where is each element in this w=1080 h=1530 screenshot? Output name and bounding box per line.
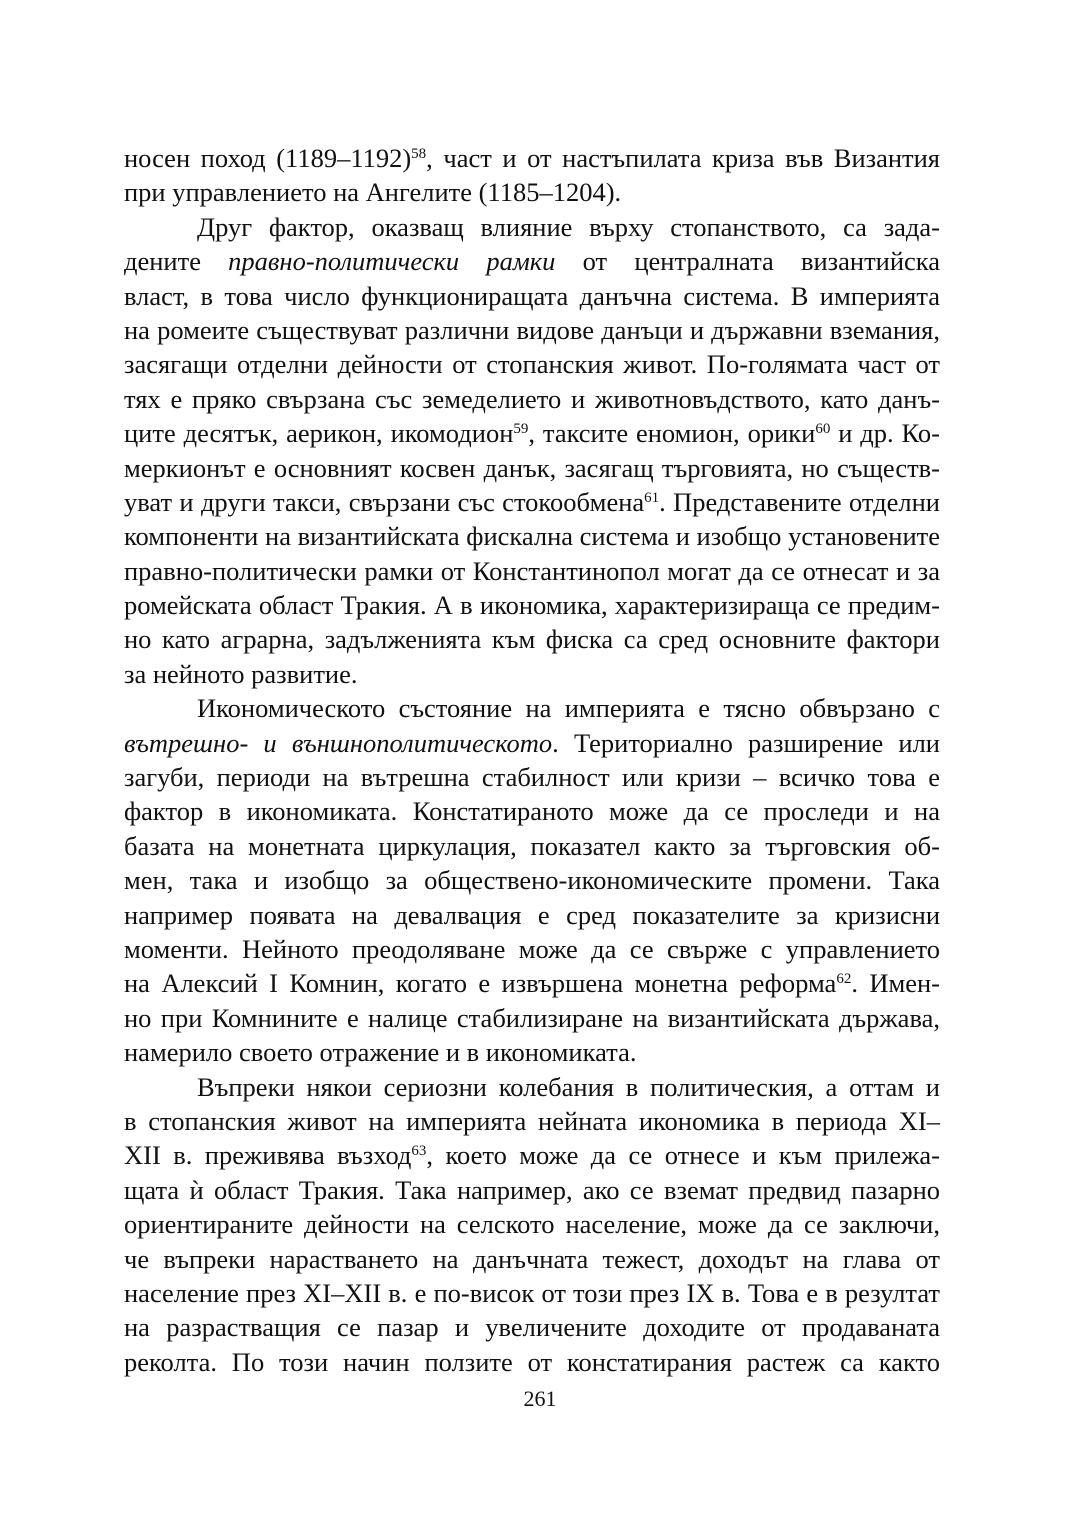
footnote-ref: 58 xyxy=(411,146,427,162)
line-text: власт, в това число функциониращата данъчна система. В империята xyxy=(124,280,940,311)
line-text: население през XI–XII в. е по-висок от този през IX в. Това е в резултат xyxy=(124,1277,940,1308)
line-text-cont: , част и от настъпилата криза във Византия xyxy=(426,143,940,173)
text-line xyxy=(124,416,940,450)
text-line xyxy=(124,519,940,553)
line-text: например появата на девалвация е сред показателите за кризисни xyxy=(124,899,940,930)
italic-term: вътрешно- и външнополитическото xyxy=(124,727,553,758)
text-line xyxy=(124,210,940,244)
text-line xyxy=(124,588,940,622)
text-line xyxy=(124,554,940,588)
line-text: но като аграрна, задълженията към фиска са сред основните фактори xyxy=(124,624,940,655)
line-text: меркионът е основният косвен данък, засягащ търговията, но съществ- xyxy=(124,452,940,483)
line-text: базата на монетната циркулация, показател както за търговския об- xyxy=(124,830,940,861)
footnote-ref: 59 xyxy=(513,421,529,438)
italic-term: правно-политически рамки xyxy=(228,246,556,277)
text-line xyxy=(124,760,940,794)
line-text: загуби, периоди на вътрешна стабилност или кризи – всичко това е xyxy=(124,762,940,793)
line-text: намерило своето отражение и в икономиката. xyxy=(124,1037,637,1068)
text-line xyxy=(124,1104,940,1138)
line-text: тях е пряко свързана със земеделието и животновъдството, като данъ- xyxy=(124,383,940,414)
line-text: на разрастващия се пазар и увеличените доходите от продаваната xyxy=(124,1312,940,1343)
page-number: 261 xyxy=(523,1386,557,1411)
line-text-cont: . Териториално разширение или xyxy=(552,727,940,758)
text-line xyxy=(124,141,940,175)
line-text: Въпреки някои сериозни колебания в политическия, а оттам и xyxy=(197,1071,940,1102)
text-line xyxy=(124,244,940,278)
line-text: за нейното развитие. xyxy=(124,658,358,689)
body-text xyxy=(124,141,940,1379)
line-text: компоненти на византийската фискална система и изобщо установените xyxy=(124,521,940,552)
footnote-ref: 63 xyxy=(411,1143,427,1160)
line-text: уват и други такси, свързани със стокообмена xyxy=(124,486,645,517)
text-line xyxy=(124,382,940,416)
text-line xyxy=(124,829,940,863)
line-text-cont: , което може да се отнесе и към прилежа- xyxy=(426,1140,940,1171)
text-line xyxy=(124,1138,940,1172)
text-line xyxy=(124,1276,940,1310)
line-text: ците десятък, аерикон, икомодион xyxy=(124,418,514,449)
text-line xyxy=(124,691,940,725)
text-line xyxy=(124,932,940,966)
line-text: правно-политически рамки от Константинопол могат да се отнесат и за xyxy=(124,555,940,586)
text-line xyxy=(124,1242,940,1276)
text-line xyxy=(124,485,940,519)
text-line xyxy=(124,1310,940,1344)
line-text: Икономическото състояние на империята е тясно обвързано с xyxy=(197,693,940,724)
text-line xyxy=(124,794,940,828)
text-line xyxy=(124,622,940,656)
footnote-ref: 60 xyxy=(815,421,831,438)
line-text: засягащи отделни дейности от стопанския живот. По-голямата част от xyxy=(124,349,940,380)
line-text: мен, така и изобщо за обществено-икономическите промени. Така xyxy=(124,865,940,896)
line-text-cont: , таксите еномион, орики xyxy=(528,418,816,449)
line-text: XII в. преживява възход xyxy=(124,1140,412,1171)
line-text: носен поход (1189–1192) xyxy=(124,143,412,173)
text-line xyxy=(124,347,940,381)
text-line xyxy=(124,863,940,897)
text-line xyxy=(124,1035,940,1069)
line-text: при управлението на Ангелите (1185–1204). xyxy=(124,177,622,208)
text-line xyxy=(124,313,940,347)
line-text: реколта. По този начин ползите от констатирания растеж са както xyxy=(124,1346,940,1377)
line-text: но при Комнините е налице стабилизиране на византийската държава, xyxy=(124,1002,940,1033)
text-line xyxy=(124,898,940,932)
text-line xyxy=(124,1345,940,1379)
text-line xyxy=(124,1070,940,1104)
line-text: щата ѝ област Тракия. Така например, ако се вземат предвид пазарно xyxy=(124,1174,940,1205)
text-line xyxy=(124,279,940,313)
line-text-cont: . Имен- xyxy=(851,968,940,999)
line-text: в стопанския живот на империята нейната икономика в периода XI– xyxy=(124,1105,940,1136)
line-text: дените xyxy=(124,246,229,277)
line-text-cont: . Представените отделни xyxy=(659,486,940,517)
line-text-cont: и др. Ко- xyxy=(830,418,940,449)
line-text: че въпреки нарастването на данъчната тежест, доходът на глава от xyxy=(124,1243,940,1274)
line-text: фактор в икономиката. Констатираното може да се проследи и на xyxy=(124,796,940,827)
line-text: ромейската област Тракия. А в икономика, характеризираща се предим- xyxy=(124,590,940,621)
line-text: ориентираните дейности на селското население, може да се заключи, xyxy=(124,1209,940,1240)
line-text: моменти. Нейното преодоляване може да се свърже с управлението xyxy=(124,933,940,964)
text-line xyxy=(124,1001,940,1035)
text-line xyxy=(124,1207,940,1241)
text-line xyxy=(124,1173,940,1207)
line-text: на ромеите съществуват различни видове данъци и държавни вземания, xyxy=(124,314,940,345)
footnote-ref: 61 xyxy=(644,489,660,506)
text-line xyxy=(124,175,940,209)
line-text: Друг фактор, оказващ влияние върху стопанството, са зада- xyxy=(197,211,940,242)
text-line xyxy=(124,657,940,691)
text-line xyxy=(124,451,940,485)
footnote-ref: 62 xyxy=(836,971,852,988)
text-line xyxy=(124,966,940,1000)
text-line xyxy=(124,726,940,760)
line-text: на Алексий I Комнин, когато е извършена монетна реформа xyxy=(124,968,837,999)
line-text-cont: от централната византийска xyxy=(555,246,941,277)
